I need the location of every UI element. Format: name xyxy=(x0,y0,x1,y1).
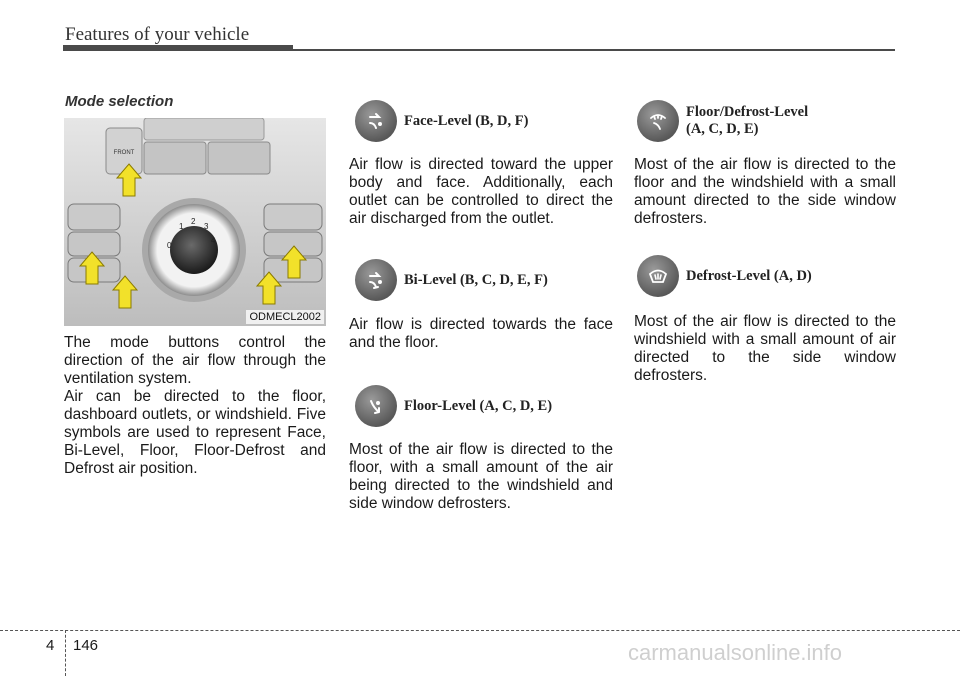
bi-level-label: Bi-Level (B, C, D, E, F) xyxy=(404,271,548,288)
floor-defrost-label-line1: Floor/Defrost-Level xyxy=(686,104,809,120)
bi-level-heading xyxy=(355,259,548,301)
section-title: Mode selection xyxy=(65,93,174,110)
air-direction-paragraph: Air can be directed to the floor, dashboard outlets, or windshield. Five symbols are used to represent Face, Bi-Level, Floor, Floor-Defrost and Defrost air position. xyxy=(64,388,326,477)
footer-divider xyxy=(65,630,66,676)
header-rule-thin xyxy=(293,49,895,51)
dial-number-4: 4 xyxy=(211,236,216,245)
face-level-heading xyxy=(355,100,528,142)
defrost-label: Defrost-Level (A, D) xyxy=(686,267,812,284)
dial-number-3: 3 xyxy=(204,222,209,231)
bi-level-description: Air flow is directed towards the face and the floor. xyxy=(349,316,613,351)
climate-control-figure xyxy=(64,118,326,326)
figure-caption: ODMECL2002 xyxy=(246,310,324,324)
face-level-label: Face-Level (B, D, F) xyxy=(404,112,529,129)
footer-rule xyxy=(0,630,960,631)
climate-panel-illustration xyxy=(64,118,326,326)
defrost-level-heading xyxy=(637,255,812,297)
defrost-description: Most of the air flow is directed to the windshield with a small amount of air directed to the side window defrosters. xyxy=(634,313,896,384)
header-rule-thick xyxy=(63,45,293,51)
floor-defrost-description: Most of the air flow is directed to the floor and the windshield with a small amount directed to the side window defrosters. xyxy=(634,156,896,227)
defrost-icon xyxy=(637,255,679,297)
floor-defrost-label xyxy=(686,104,808,138)
face-level-icon xyxy=(355,100,397,142)
dial-number-0: 0 xyxy=(167,241,172,250)
svg-text:FRONT: FRONT xyxy=(113,150,135,156)
floor-level-label: Floor-Level (A, C, D, E) xyxy=(404,397,553,414)
watermark: carmanualsonline.info xyxy=(628,640,843,665)
floor-level-heading xyxy=(355,385,552,427)
bi-level-icon xyxy=(355,259,397,301)
chapter-number: 4 xyxy=(46,637,55,654)
header-title: Features of your vehicle xyxy=(65,24,250,45)
mode-buttons-paragraph: The mode buttons control the direction of the air flow through the ventilation system. xyxy=(64,334,326,387)
floor-level-description: Most of the air flow is directed to the floor, with a small amount of the air being directed to the windshield and side window defrosters. xyxy=(349,441,613,512)
floor-defrost-label-line2: (A, C, D, E) xyxy=(686,121,759,137)
dial-number-2: 2 xyxy=(191,217,196,226)
floor-level-icon xyxy=(355,385,397,427)
face-level-description: Air flow is directed toward the upper body and face. Additionally, each outlet can be controlled to direct the air discharged from the outlet. xyxy=(349,156,613,227)
page-number: 146 xyxy=(73,637,99,654)
dial-number-1: 1 xyxy=(179,222,184,231)
floor-defrost-icon xyxy=(637,100,679,142)
floor-defrost-level-heading xyxy=(637,100,808,142)
